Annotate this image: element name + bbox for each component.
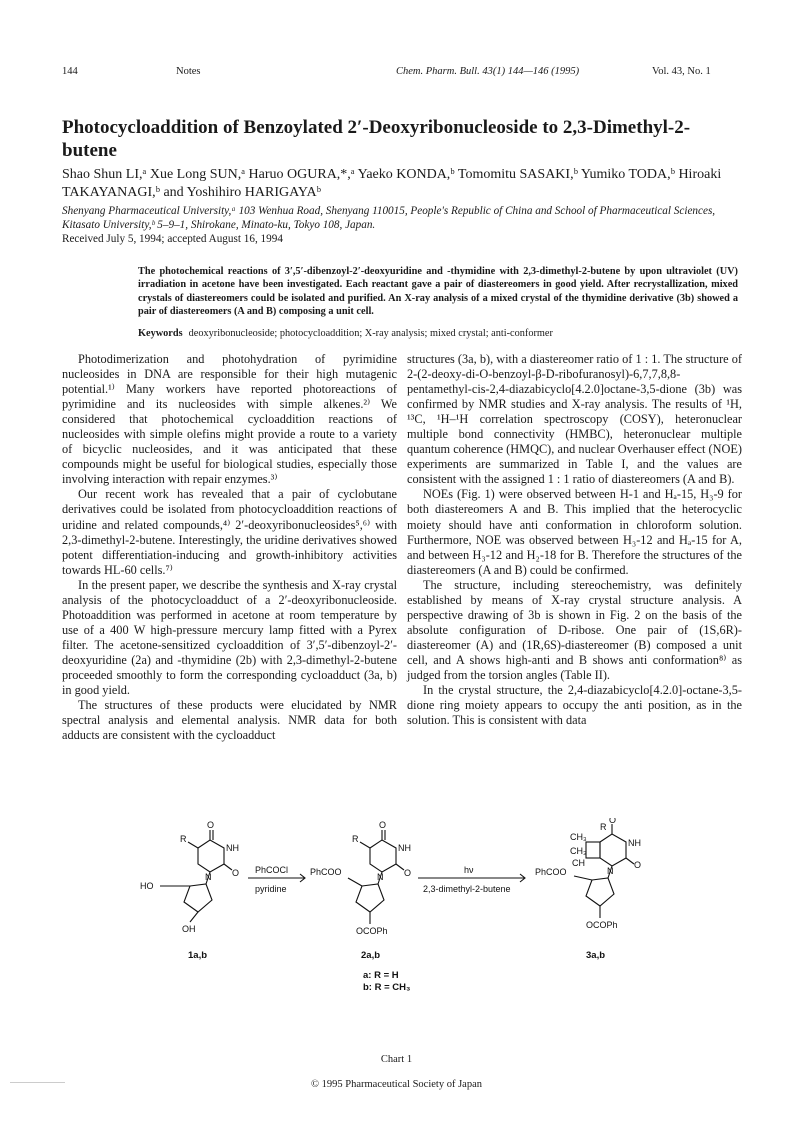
keywords-line xyxy=(138,328,553,339)
atom-label: CH₃ xyxy=(570,846,587,856)
author-list: Shao Shun LI,ᵃ Xue Long SUN,ᵃ Haruo OGURA,*,ᵃ Yaeko KONDA,ᵇ Tomomitu SASAKI,ᵇ Yumiko TODA,ᵇ Hiroaki TAKAYANAGI,ᵇ and Yoshihiro HARIGAYAᵇ xyxy=(62,167,722,200)
legend-b: b: R = CH₃ xyxy=(363,982,411,993)
compound-label: 2a,b xyxy=(361,950,381,961)
journal-reference: Chem. Pharm. Bull. 43(1) 144—146 (1995) xyxy=(396,66,580,77)
left-column xyxy=(62,352,397,743)
footer-rule xyxy=(10,1082,65,1083)
reagent-label: PhCOCl xyxy=(255,865,289,875)
atom-label: O xyxy=(207,820,215,830)
received-dates: Received July 5, 1994; accepted August 16, 1994 xyxy=(62,233,283,245)
substituent-label: PhCOO xyxy=(310,867,342,877)
substituent-label: OH xyxy=(182,924,196,934)
paragraph: NOEs (Fig. 1) were observed between H-1 and Hₐ-15, H₃-9 for both diastereomers A and B. This implied that the heterocyclic moiety should have anti conformation in chloroform solution. Furthermore, NOE was observed between H₃-12 and Hₐ-15 for A, and between H₃-12 and H₂-18 for B. Therefore the structures of the diastereomers (A and B) could be confirmed. xyxy=(407,487,742,577)
paragraph: Our recent work has revealed that a pair of cyclobutane derivatives could be isolated from photocycloaddition reactions of uridine and related compounds,⁴⁾ 2′-deoxyribonucleosides⁵,⁶⁾ with 2,3-dimethyl-2-butene. Interestingly, the uridine derivatives showed potent differentiation-inducing and growth-inhibitory activities towards HL-60 cells.⁷⁾ xyxy=(62,487,397,577)
atom-label: CH₃ xyxy=(570,832,587,842)
reagent-label: pyridine xyxy=(255,884,287,894)
substituent-label: OCOPh xyxy=(356,926,388,936)
atom-label: R xyxy=(180,834,187,844)
paragraph: In the present paper, we describe the synthesis and X-ray crystal analysis of the photocycloadduct of a 2′-deoxyribonucleoside. Photoaddition was performed in acetone at room temperature by use of a 400 W high-pressure mercury lamp fitted with a Pyrex filter. The acetone-sensitized cycloaddition of 3′,5′-dibenzoyl-2′-deoxyuridine (2a) and -thymidine (2b) with 2,3-dimethyl-2-butene proceeded smoothly to form the corresponding cycloadduct (3a, b) in good yield. xyxy=(62,577,397,698)
atom-label: O xyxy=(404,868,412,878)
atom-label: R xyxy=(600,822,607,832)
compound-label: 1a,b xyxy=(188,950,208,961)
legend-a: a: R = H xyxy=(363,970,399,981)
atom-label: O xyxy=(232,868,240,878)
atom-label: O xyxy=(379,820,387,830)
substituent-label: OCOPh xyxy=(586,920,618,930)
substituent-label: HO xyxy=(140,881,154,891)
running-section: Notes xyxy=(176,66,201,77)
paragraph: structures (3a, b), with a diastereomer ratio of 1 : 1. The structure of 2-(2-deoxy-di-O-benzoyl-β-D-ribofuranosyl)-6,7,7,8,8-pentamethyl-cis-2,4-diazabicyclo[4.2.0]octane-3,5-dione (3b) was confirmed by NMR studies and X-ray analysis. The results of ¹H, ¹³C, ¹H–¹H correlation spectroscopy (COSY), heteronuclear multiple bond connectivity (HMBC), heteronuclear multiple quantum coherence (HMQC), and nuclear Overhauser effect (NOE) experiments are summarized in Table I, and the values are consistent with the assigned 1 : 1 ratio of diastereomers (A and B). xyxy=(407,352,742,487)
substituent-label: PhCOO xyxy=(535,867,567,877)
keywords-label: Keywords xyxy=(138,328,183,339)
atom-label: NH xyxy=(226,843,239,853)
article-title: Photocycloaddition of Benzoylated 2′-Deoxyribonucleoside to 2,3-Dimethyl-2-butene xyxy=(62,117,691,161)
compound-label: 3a,b xyxy=(586,950,606,961)
paragraph: The structure, including stereochemistry, was definitely established by means of X-ray crystal structure analysis. A perspective drawing of 3b is shown in Fig. 2 on the basis of the absolute configuration of D-ribose. One pair of (1S,6R)-diastereomer (A) and (1R,6S)-diastereomer (B) composed a unit cell, and A shows high-anti and B shows anti conformation⁸⁾ as judged from the torsion angles (Table II). xyxy=(407,577,742,682)
paragraph: Photodimerization and photohydration of pyrimidine nucleosides in DNA are responsible for their high mutagenic potential.¹⁾ Many workers have reported photoreactions of pyrimidine and its nucleosides with simple alkenes.²⁾ We considered that photochemical cycloaddition reactions of nucleosides with simple olefins might provide a route to a variety of bicyclic nucleosides, and it was anticipated that these compounds might be useful for biological studies, especially those involving interaction with repair enzymes.³⁾ xyxy=(62,352,397,487)
reagent-label: 2,3-dimethyl-2-butene xyxy=(423,884,511,894)
abstract: The photochemical reactions of 3′,5′-dibenzoyl-2′-deoxyuridine and -thymidine with 2,3-dimethyl-2-butene by upon ultraviolet (UV) irradiation in acetone have been investigated. Each reactant gave a pair of diastereomers in good yield. After recrystallization, mixed crystals of diastereomers could be isolated and purified. An X-ray analysis of a mixed crystal of the thymidine derivative (3b) showed a pair of diastereomers (A and B) composing a unit cell. xyxy=(138,266,738,317)
chart-caption: Chart 1 xyxy=(380,1054,413,1065)
atom-label: NH xyxy=(628,838,641,848)
atom-label: O xyxy=(634,860,642,870)
page-number: 144 xyxy=(62,66,78,77)
atom-label: NH xyxy=(398,843,411,853)
atom-label: CH xyxy=(572,858,585,868)
paragraph: In the crystal structure, the 2,4-diazabicyclo[4.2.0]-octane-3,5-dione ring moiety appears to occupy the anti position, as in the solution. This is consistent with data xyxy=(407,683,742,728)
right-column xyxy=(407,352,742,728)
atom-label: N xyxy=(205,872,212,882)
keywords-text: deoxyribonucleoside; photocycloaddition; X-ray analysis; mixed crystal; anti-conformer xyxy=(188,328,553,339)
atom-label: R xyxy=(352,834,359,844)
affiliations: Shenyang Pharmaceutical University,ᵃ 103 Wenhua Road, Shenyang 110015, People's Republic of China and School of Pharmaceutical Sciences, Kitasato University,ᵇ 5–9–1, Shirokane, Minato-ku, Tokyo 108, Japan. xyxy=(62,205,716,231)
paragraph: The structures of these products were elucidated by NMR spectral analysis and elemental analysis. NMR data for both adducts are consistent with the cycloadduct xyxy=(62,698,397,743)
volume-issue: Vol. 43, No. 1 xyxy=(652,66,711,77)
copyright-notice: © 1995 Pharmaceutical Society of Japan xyxy=(311,1079,482,1090)
atom-label: N xyxy=(607,866,614,876)
reaction-scheme xyxy=(140,818,660,1033)
reagent-label: hν xyxy=(464,865,474,875)
atom-label: N xyxy=(377,872,384,882)
atom-label: O xyxy=(609,818,617,825)
